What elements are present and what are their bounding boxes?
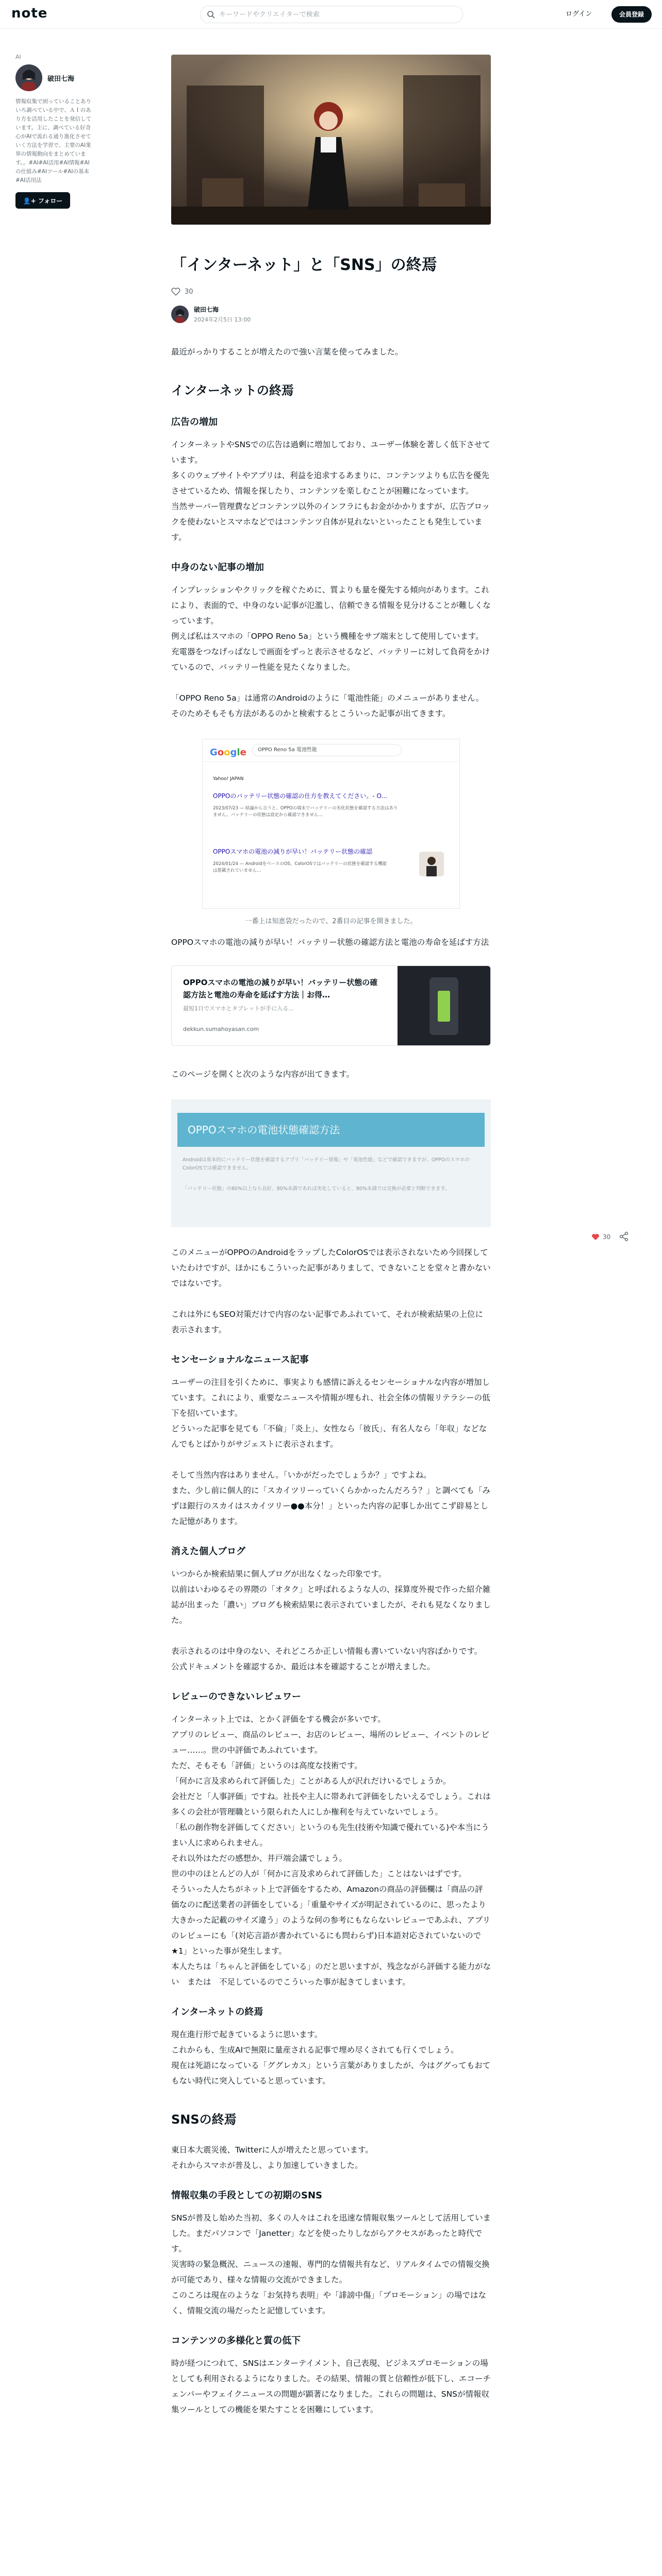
- link-card-thumbnail: [398, 966, 490, 1046]
- paragraph: いつからか検索結果に個人ブログが出なくなった印象です。: [171, 1569, 387, 1579]
- search-input[interactable]: [219, 6, 456, 23]
- google-logo: Google: [210, 747, 246, 758]
- paragraph: これからも、生成AIで無限に量産される記事で埋め尽くされても行くでしょう。: [171, 2045, 459, 2055]
- heading-empty-articles: 中身のない記事の増加: [171, 562, 264, 573]
- avatar[interactable]: [15, 64, 42, 91]
- paragraph: インターネットやSNSでの広告は過剰に増加しており、ユーザー体験を著しく低下させています。: [171, 440, 490, 465]
- heart-icon[interactable]: [171, 287, 180, 296]
- paragraph: SNSが普及し始めた当初、多くの人々はこれを迅速な情報収集ツールとして活用していました。まだパソコンで「Janetter」などを使ったりしながらアクセスがあったと時代です。: [171, 2213, 491, 2253]
- link-card-title: OPPOスマホの電池の減りが早い！バッテリー状態の確認方法と電池の寿命を延ばす方法｜お得…: [183, 978, 378, 999]
- article: [171, 55, 491, 2417]
- paragraph: 当然サーバー管理費などコンテンツ以外のインフラにもお金がかかりますが、広告ブロックを使わないとスマホなどではコンテンツ自体が見れないといったことも発生しています。: [171, 502, 490, 542]
- author-row: [171, 305, 491, 324]
- magazine-label: AI: [15, 54, 21, 60]
- creator-profile[interactable]: [15, 64, 93, 91]
- quoted-blog-screenshot: [171, 1099, 491, 1227]
- paragraph: これは外にもSEO対策だけで内容のない記事であふれていて、それが検索結果の上位に表示されます。: [171, 1310, 484, 1334]
- paragraph: 会社だと「人事評価」ですね。社長や主人に帯あれて評価をしたいえるでしょう。これは多くの会社が管理職という限られた人にしか権利を与えていないでしょう。: [171, 1792, 491, 1817]
- heading-diversity: コンテンツの多様化と質の低下: [171, 2335, 301, 2346]
- heading-reviewers: レビューのできないレビュワー: [171, 1691, 301, 1702]
- paragraph: 多くのウェブサイトやアプリは、利益を追求するあまりに、コンテンツよりも広告を優先させているため、情報を探したり、コンテンツを楽しむことが困難になっています。: [171, 471, 489, 496]
- register-button[interactable]: 会員登録: [611, 6, 652, 23]
- google-search-screenshot: [202, 739, 460, 909]
- paragraph: 災害時の緊急概況、ニュースの速報、専門的な情報共有など、リアルタイムでの情報交換が可能であり、様々な情報の交流ができました。: [171, 2260, 490, 2284]
- paragraph: アプリのレビュー、商品のレビュー、お店のレビュー、場所のレビュー、イベントのレビュー……。世の中評価であふれています。: [171, 1730, 489, 1755]
- site-header: [0, 0, 662, 29]
- paragraph: 充電器をつなげっぱなしで画面をずっと表示させるなど、バッテリーに対して負荷をかけているので、バッテリー性能を見たくなりました。: [171, 647, 490, 672]
- search-icon: [207, 10, 215, 19]
- paragraph: このメニューがOPPOのAndroidをラップしたColorOSでは表示されないため今回探していたわけですが、ほかにもこういった記事がありまして、できないことを堂々と書かないではないです。: [171, 1248, 491, 1288]
- paragraph: 「私の創作物を評価してください」というのも先生(技術や知識で優れている)や本当にうまい人に求められません。: [171, 1823, 489, 1848]
- paragraph: 「OPPO Reno 5a」は通常のAndroidのように「電池性能」のメニューがありません。そのためそもそも方法があるのかと検索するとこういった記事が出てきます。: [171, 693, 484, 718]
- paragraph: 世の中のほとんどの人が「何かに言及求められて評価した」ことはないはずです。: [171, 1869, 467, 1878]
- paragraph: そして当然内容はありません。「いかがだったでしょうか？」ですよね。: [171, 1470, 432, 1480]
- result-site: Yahoo! JAPAN: [213, 776, 244, 782]
- heading-sensational: センセーショナルなニュース記事: [171, 1354, 309, 1365]
- result-snippet: 2024/01/24 — AndroidをベースのOS、ColorOSではバッテリーの状態を確認する機能は搭載されていません…: [213, 861, 387, 873]
- person-add-icon: 👤+: [23, 197, 38, 205]
- share-icon[interactable]: [619, 1231, 629, 1242]
- creator-bio: 情報収集で困っていることありいろ調べている中で、ＡＩのあり方を活用したことを発信しています。主に、調べている好奇心がAIで流れる通り進化させていく方法を学習で、主要のAI業界の情報動向をまとめています。。#AI#AI活用#AI情報#AIの仕組み#AIツール#AIの基本#AI活用法: [15, 98, 91, 183]
- paragraph: どういった記事を見ても「不倫」「炎上」、女性なら「彼氏」、有名人なら「年収」などなんでもとばかりがサジェストに表示されます。: [171, 1424, 487, 1449]
- paragraph: このころは現在のような「お気持ち表明」や「誹謗中傷」「プロモーション」の場ではなく、情報交流の場だったと記憶しています。: [171, 2291, 487, 2315]
- paragraph: ユーザーの注目を引くために、事実よりも感情に訴えるセンセーショナルな内容が増加しています。これにより、重要なニュースや情報が埋もれ、社会全体の情報リテラシーの低下を招いています。: [171, 1378, 490, 1418]
- link-card[interactable]: [171, 965, 491, 1046]
- paragraph: インプレッションやクリックを稼ぐために、質よりも量を優先する傾向があります。これにより、表面的で、中身のない記事が氾濫し、信頼できる情報を見分けることが難しくなっています。: [171, 585, 491, 625]
- paragraph: それ以外はただの感想か、井戸端会議でしょう。: [171, 1854, 347, 1863]
- paragraph: それからスマホが普及し、より加速していきました。: [171, 2161, 363, 2170]
- creator-sidebar: [15, 54, 93, 209]
- note-logo[interactable]: note: [11, 6, 48, 21]
- result-title: OPPOのバッテリー状態の確認の仕方を教えてください。- O...: [213, 792, 387, 800]
- paragraph: 東日本大震災後、Twitterに人が増えたと思っています。: [171, 2145, 373, 2155]
- paragraph: このページを開くと次のような内容が出てきます。: [171, 1070, 354, 1079]
- intro-paragraph: 最近がっかりすることが増えたので強い言葉を使ってみました。: [171, 347, 403, 357]
- paragraph: 表示されるのは中身のない、それどころか正しい情報も書いていない内容ばかりです。: [171, 1647, 483, 1656]
- heading-blogs: 消えた個人ブログ: [171, 1546, 245, 1557]
- search-box[interactable]: [200, 6, 463, 23]
- login-link[interactable]: ログイン: [566, 10, 592, 18]
- result-snippet: 2023/07/23 — 結論から言うと、OPPOの端末でバッテリーの劣化状態を確認する方法はありません。バッテリーの状態は設定から確認できません…: [213, 806, 398, 818]
- article-body: [171, 344, 491, 2417]
- search-result: [213, 842, 388, 874]
- paragraph: ただ、そもそも「評価」というのは高度な技術です。: [171, 1761, 362, 1770]
- article-title: 「インターネット」と「SNS」の終焉: [171, 256, 437, 274]
- author-name[interactable]: 破田七海: [194, 306, 219, 313]
- google-query: OPPO Reno 5a 電池性能: [252, 744, 402, 756]
- link-card-url: dekkun.sumahoyasan.com: [183, 1026, 259, 1032]
- like-count: 30: [185, 287, 193, 296]
- paragraph: そういった人たちがネット上で評価をするため、Amazonの商品の評価欄は「商品の評価なのに配送業者の評価をしている」「重量やサイズが明記されているのに、思ったより大きかった記載のサイズ違う」のような何の参考にもならないレビューであふれ、アプリのレビューにも「(対応言語が書かれているにも問わらず)日本語対応されていないので★1」といった事が発生します。: [171, 1885, 491, 1956]
- blog-text: Androidは基本的にバッテリー状態を確認するアプリ「バッテリー情報」や「電池性能」などで確認できますが、OPPOのスマホのColorOSでは確認できません。: [183, 1157, 470, 1171]
- paragraph: また、少し前に個人的に「スカイツリーっていくらかかったんだろう？」と調べても「みずほ銀行のスカイはスカイツリー●●本分！」といった内容の記事しか出てこず辟易とした記憶があります。: [171, 1486, 490, 1526]
- floating-like-count: 30: [603, 1233, 611, 1241]
- creator-name[interactable]: 破田七海: [47, 75, 75, 83]
- result-title: OPPOスマホの電池の減りが早い！バッテリー状態の確認: [213, 848, 373, 855]
- blog-header: OPPOスマホの電池状態確認方法: [177, 1113, 485, 1147]
- publish-date: 2024年2月5日 13:00: [194, 316, 251, 323]
- result-thumbnail: [419, 852, 444, 876]
- heading-ads: 広告の増加: [171, 417, 218, 428]
- heading-sns: SNSの終焉: [171, 2112, 237, 2127]
- author-avatar[interactable]: [171, 306, 189, 323]
- heading-sns-info: 情報収集の手段としての初期のSNS: [171, 2190, 322, 2201]
- heart-icon[interactable]: [591, 1233, 600, 1241]
- paragraph: 「何かに言及求められて評価した」ことがある人が沢れだけいるでしょうか。: [171, 1776, 451, 1786]
- paragraph: 時が経つにつれて、SNSはエンターテイメント、自己表現、ビジネスプロモーションの場としても利用されるようになりました。その結果、情報の質と信頼性が低下し、エコーチェンバーやフェイクニュースの問題が顕著になりました。これらの問題は、SNSが情報収集ツールとしての機能を果たすことを困難にしています。: [171, 2359, 491, 2414]
- paragraph: 例えば私はスマホの「OPPO Reno 5a」という機種をサブ端末として使用しています。: [171, 632, 484, 641]
- follow-label: フォロー: [38, 197, 63, 205]
- floating-like[interactable]: [591, 1233, 610, 1241]
- paragraph: 本人たちは「ちゃんと評価をしている」のだと思いますが、残念ながら評価する能力がない または 不足しているのでこういった事が起きてしまいます。: [171, 1962, 491, 1987]
- like-row: [171, 287, 491, 296]
- paragraph: OPPOスマホの電池の減りが早い！バッテリー状態の確認方法と電池の寿命を延ばす方法: [171, 938, 489, 947]
- paragraph: 以前はいわゆるその界隈の「オタク」と呼ばれるような人の、採算度外視で作った紹介雑誌が出まった「濃い」ブログも検索結果に表示されていましたが、それも見なくなりました。: [171, 1585, 491, 1625]
- paragraph: 公式ドキュメントを確認するか、最近は本を確認することが増えました。: [171, 1662, 435, 1671]
- paragraph: 現在は死語になっている「ググレカス」という言葉がありましたが、今はググってもおてもない時代に突入していると思っています。: [171, 2061, 491, 2086]
- paragraph: 現在進行形で起きているように思います。: [171, 2030, 323, 2039]
- hero-image: [171, 55, 491, 225]
- search-result: [213, 771, 399, 819]
- blog-text: 「バッテリー状態」の80%以上なら良好、80%未満であれば劣化していると、80%未満では交換が必要と判断できます。: [183, 1186, 450, 1192]
- heading-internet: インターネットの終焉: [171, 383, 294, 398]
- follow-button[interactable]: [15, 192, 70, 209]
- heading-internet-end: インターネットの終焉: [171, 2007, 263, 2018]
- image-caption: 一番上は知恵袋だったので、2番目の記事を開きました。: [245, 918, 417, 925]
- link-card-description: 最短1日でスマホとタブレットが手に入る...: [183, 1005, 294, 1012]
- paragraph: インターネット上では、とかく評価をする機会が多いです。: [171, 1715, 386, 1724]
